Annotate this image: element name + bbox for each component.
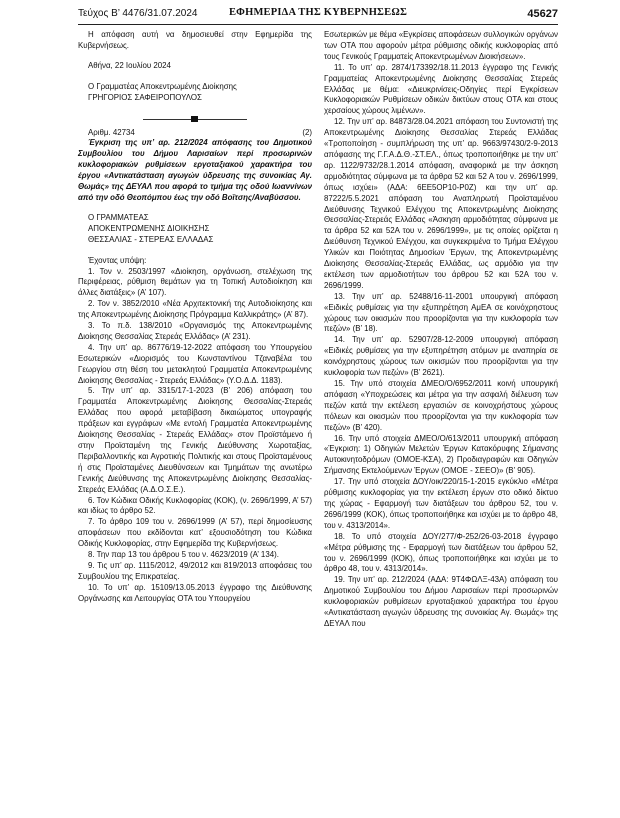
decision-number-row [78,128,312,139]
signer-name: ΓΡΗΓΟΡΙΟΣ ΣΑΦΕΙΡΟΠΟΥΛΟΣ [88,92,202,102]
list-item: 14. Την υπ’ αρ. 52907/28-12-2009 υπουργική απόφαση «Ειδικές ρυθμίσεις για την εξυπηρέτηση ατόμων με αναπηρία σε κοινόχρηστους χώρους των οικισμών που προορίζονται για την κυκλοφορία των πεζών» (Β’ 2621). [324,335,558,378]
list-item: 11. Το υπ’ αρ. 2874/173392/18.11.2013 έγγραφο της Γενικής Γραμματείας Αποκεντρωμένης Διοίκησης Θεσσαλίας Στερεάς Ελλάδας με θέμα: «Διευκρινίσεις-Οδηγίες περί Εγκρίσεων Κυκλοφοριακών Ρυθμίσεων οδικών δικτύων στους ΟΤΑ και στους χερσαίους χώρους λιμένων». [324,62,558,116]
authority-line-1: Ο ΓΡΑΜΜΑΤΕΑΣ [88,213,149,223]
authority-line-2: ΑΠΟΚΕΝΤΡΩΜΕΝΗΣ ΔΙΟΙΚΗΣΗΣ [88,224,210,234]
page-header [78,8,558,22]
place-date: Αθήνα, 22 Ιουλίου 2024 [88,61,171,71]
gazette-title: ΕΦΗΜΕΡΙΔΑ ΤΗΣ ΚΥΒΕΡΝΗΣΕΩΣ [228,7,408,18]
list-item: 15. Την υπό στοιχεία ΔΜΕΟ/Ο/6952/2011 κοινή υπουργική απόφαση «Υποχρεώσεις και μέτρα για την ασφαλή διέλευση των πεζών κατά την εκτέλεση εργασιών σε κοινοχρήστους χώρους πόλεων και οικισμών που προορίζονται για την κυκλοφορία των πεζών» (Β’ 420). [324,379,558,432]
list-item: 19. Την υπ’ αρ. 212/2024 (ΑΔΑ: 9Τ4ΦΩΛΞ-43Α) απόφαση του Δημοτικού Συμβουλίου του Δήμου Λαρισαίων περί προσωρινών κυκλοφοριακών ρυθμίσεων εργοταξιακού χαρακτήρα του έργου «Αντικατάσταση αγωγών ύδρευσης της συνοικίας Αγ. Θωμάς» της ΔΕΥΑΛ που [324,575,558,628]
list-item: 3. Το π.δ. 138/2010 «Οργανισμός της Αποκεντρωμένης Διοίκησης Θεσσαλίας Στερεάς Ελλάδας» (Α’ 231). [78,321,312,341]
left-column [78,30,312,605]
list-item: 18. Το υπό στοιχεία ΔΟΥ/277/Φ-252/26-03-2018 έγγραφο «Μέτρα ρύθμισης της - Εφαρμογή των διατάξεων του άρθρου 52, του ν. 2696/1999 (ΚΟΚ), όπως τροποποιήθηκε και ισχύει με το άρθρο 48, του ν. 4313/2014». [324,531,558,574]
signer-role: Ο Γραμματέας Αποκεντρωμένης Διοίκησης [88,81,237,91]
header-rule [78,24,558,25]
list-item: 10. Το υπ’ αρ. 15109/13.05.2013 έγγραφο της Διεύθυνσης Οργάνωσης και Λειτουργίας ΟΤΑ του Υπουργείου [78,582,312,603]
decision-title: Έγκριση της υπ’ αρ. 212/2024 απόφασης του Δημοτικού Συμβουλίου του Δήμου Λαρισαίων περί προσωρινών κυκλοφοριακών ρυθμίσεων εργοταξιακού χαρακτήρα του έργου «Αντικατάσταση αγωγών ύδρευσης της συνοικίας Αγ. Θωμάς» της ΔΕΥΑΛ που αφορά το τμήμα της οδού Ιωαννίνων από την οδό Θεοπόμπου έως την οδό Βοϊτσης/Αναβύσσου. [78,138,312,202]
list-item: 5. Την υπ’ αρ. 3315/17-1-2023 (Β’ 206) απόφαση του Γραμματέα Αποκεντρωμένης Διοίκησης Θεσσαλίας-Στερεάς Ελλάδας που αφορά μεταβίβαση δικαιώματος υπογραφής πράξεων και εγγράφων «Με εντολή Γραμματέα Αποκεντρωμένης Διοίκησης Θεσσαλίας - Στερεάς Ελλάδας» στον Προϊστάμενο ή στην Προϊσταμένη της Γενικής Διεύθυνσης Χωροταξίας, Περιβαλλοντικής και Αγροτικής Πολιτικής και στους Προϊσταμένους ή στις Προϊσταμένες Διευθύνσεων και Τμημάτων της ανωτέρω Γενικής Διεύθυνσης της Αποκεντρωμένης Διοίκησης Θεσσαλίας-Στερεάς Ελλάδας (Α.Δ.Ο.Σ.Ε.). [78,386,312,494]
list-item: 1. Τον ν. 2503/1997 «Διοίκηση, οργάνωση, στελέχωση της Περιφέρειας, ρύθμιση θεμάτων για τη Τοπική Αυτοδιοίκηση και άλλες διατάξεις» (Α’ 107). [78,266,312,298]
list-item: 2. Τον ν. 3852/2010 «Νέα Αρχιτεκτονική της Αυτοδιοίκησης και της Αποκεντρωμένης Διοίκησης Πρόγραμμα Καλλικράτης» (Α’ 87). [78,299,312,320]
list-item: 9. Τις υπ’ αρ. 1115/2012, 49/2012 και 819/2013 αποφάσεις του Συμβουλίου της Επικρατείας. [78,560,312,581]
list-item: 7. Το άρθρο 109 του ν. 2696/1999 (Α’ 57), περί δημοσίευσης αποφάσεων που εκδίδονται κατ’ εξουσιοδότηση του Κώδικα Οδικής Κυκλοφορίας, στην Εφημερίδα της Κυβερνήσεως. [78,517,312,549]
list-item: 12. Την υπ’ αρ. 84873/28.04.2021 απόφαση του Συντονιστή της Αποκεντρωμένης Διοίκησης Θεσσαλίας Στερεάς Ελλάδας «Τροποποίηση - συμπλήρωση της υπ’ αρ. 9663/97430/2-9-2013 απόφασης της Γ.Γ.Α.Δ.Θ.-ΣΤ.ΕΛ., όπως τροποποιήθηκε με την υπ’ αρ. 1122/9732/28.1.2014 απόφαση, αναφορικά με την άσκηση αρμοδιότητας σύμφωνα με τα άρθρα 52 και 52 Α του ν. 2696/1999, όπως ισχύει» (ΑΔΑ: 6ΕΕ5ΟΡ10-Ρ0Ζ) και την υπ’ αρ. 87222/5.5.2021 απόφαση του Αναπληρωτή Προϊσταμένου Διεύθυνσης Τεχνικού Ελέγχου της Αποκεντρωμένης Διοίκησης Θεσσαλίας-Στερεάς Ελλάδας «Άσκηση αρμοδιότητας σύμφωνα με τα άρθρα 52 και 52Α του ν. 2696/1999», με τις οποίες ορίζεται η Διεύθυνση Τεχνικού Ελέγχου, και συγκεκριμένα το Τμήμα Ελέγχου Υλικών και Ποιότητας Δημοσίων Έργων, της Αποκεντρωμένης Διοίκησης Θεσσαλίας-Στερεάς Ελλάδας, ως αρμόδιο για την εκτέλεση των αρμοδιοτήτων του άρθρου 52 και 52Α του ν. 2696/1999. [324,117,558,290]
issue-label: Τεύχος Β’ 4476/31.07.2024 [78,8,198,19]
separator-square-icon [191,116,198,122]
list-item: 6. Τον Κώδικα Οδικής Κυκλοφορίας (ΚΟΚ), (ν. 2696/1999, Α’ 57) και ιδίως το άρθρο 52. [78,495,312,516]
list-item: 17. Την υπό στοιχεία ΔΟΥ/οικ/220/15-1-2015 εγκύκλιο «Μέτρα ρύθμισης κυκλοφορίας για την εκτέλεση έργων στο οδικό δίκτυο της χώρας - Εφαρμογή των διατάξεων του άρθρου 52, του ν. 2696/1999 (ΚΟΚ), όπως τροποποιήθηκε και ισχύει με το άρθρο 48, του ν. 4313/2014». [324,477,558,530]
list-item: 13. Την υπ’ αρ. 52488/16-11-2001 υπουργική απόφαση «Ειδικές ρυθμίσεις για την εξυπηρέτηση ΑμΕΑ σε κοινόχρηστους χώρους των οικισμών που προορίζονται για την κυκλοφορία των πεζών» (Β’ 18). [324,291,558,334]
list-item: 4. Την υπ’ αρ. 86776/19-12-2022 απόφαση του Υπουργείου Εσωτερικών «Διορισμός του Κωνσταντίνου Τζαναβέλα του Γεωργίου στη θέση του μετακλητού Γραμματέα Αποκεντρωμένης Διοίκησης Θεσσαλίας - Στερεάς Ελλάδας» (Υ.Ο.Δ.Δ. 1183). [78,342,312,385]
section-separator [78,114,312,124]
decision-index: (2) [302,127,312,137]
list-item: 16. Την υπό στοιχεία ΔΜΕΟ/Ο/613/2011 υπουργική απόφαση «Έγκριση: 1) Οδηγιών Μελετών Έργων Κατακόρυφης Σήμανσης Αυτοκινητοδρόμων (ΟΜΟΕ-ΚΣΑ), 2) Προδιαγραφών και Οδηγιών Σήμανσης Εκτελούμενων Έργων (ΟΜΟΕ - ΣΕΕΟ)» (Β’ 905). [324,433,558,476]
intro-text: Η απόφαση αυτή να δημοσιευθεί στην Εφημερίδα της Κυβερνήσεως. [78,30,312,50]
right-column [324,30,558,630]
authority-line-3: ΘΕΣΣΑΛΙΑΣ - ΣΤΕΡΕΑΣ ΕΛΛΑΔΑΣ [88,235,214,245]
page-number: 45627 [527,8,558,20]
list-item: Εσωτερικών με θέμα «Εγκρίσεις αποφάσεων συλλογικών οργάνων των ΟΤΑ που αφορούν μέτρα ρύθμισης οδικής κυκλοφορίας από τους Γενικούς Γραμματείς Αποκεντρωμένων Διοικήσεων». [324,30,558,61]
decision-number: Αριθμ. 42734 [88,127,135,137]
having-label: Έχοντας υπόψη: [88,255,147,265]
list-item: 8. Την παρ 13 του άρθρου 5 του ν. 4623/2019 (Α’ 134). [88,550,279,560]
